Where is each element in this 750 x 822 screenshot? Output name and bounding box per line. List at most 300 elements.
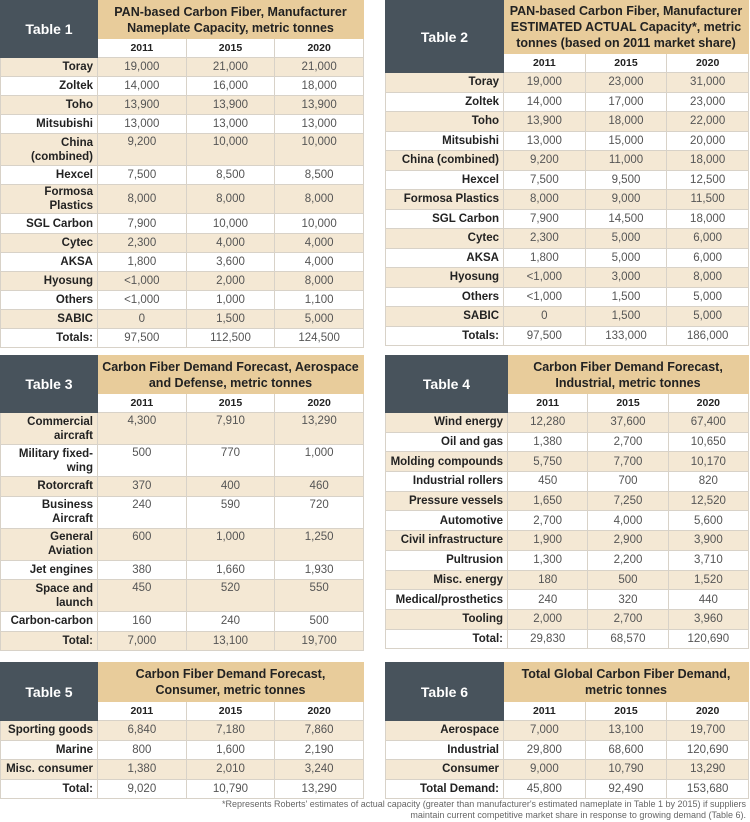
row-label: Misc. consumer (1, 760, 98, 780)
table-row (386, 92, 749, 112)
cell-value: 19,000 (98, 58, 187, 77)
cell-value: 133,000 (585, 326, 667, 346)
cell-value: 9,200 (98, 134, 187, 166)
row-label: Oil and gas (386, 432, 508, 452)
table-row (1, 166, 364, 185)
cell-value: 18,000 (275, 77, 364, 96)
cell-value: 1,800 (504, 248, 586, 268)
table-row (1, 560, 364, 580)
table-row (1, 58, 364, 77)
cell-value: 1,000 (186, 528, 275, 560)
cell-value: 112,500 (186, 329, 275, 348)
year-header: 2011 (504, 702, 586, 721)
cell-value: 3,960 (668, 609, 748, 629)
table-row (386, 590, 749, 610)
table-row (1, 612, 364, 632)
cell-value: 500 (98, 445, 187, 477)
cell-value: 10,000 (186, 134, 275, 166)
table-row (386, 432, 749, 452)
table-row (386, 452, 749, 472)
row-label: Automotive (386, 511, 508, 531)
row-label: Hyosung (1, 271, 98, 290)
table-row (386, 229, 749, 249)
cell-value: 0 (98, 309, 187, 328)
cell-value: 8,000 (275, 271, 364, 290)
cell-value: 23,000 (585, 73, 667, 93)
row-label: Aerospace (386, 721, 504, 741)
cell-value: 1,650 (508, 491, 588, 511)
year-header: 2011 (504, 54, 586, 73)
row-label: China (combined) (386, 151, 504, 171)
row-label: Toho (386, 112, 504, 132)
row-label: AKSA (386, 248, 504, 268)
cell-value: 19,700 (667, 721, 749, 741)
cell-value: 7,910 (186, 413, 275, 445)
table-title: Carbon Fiber Demand Forecast, Industrial, metric tonnes (508, 356, 749, 394)
table-row (386, 779, 749, 799)
cell-value: 3,240 (275, 760, 364, 780)
row-label: SABIC (1, 309, 98, 328)
cell-value: 3,710 (668, 550, 748, 570)
cell-value: 12,500 (667, 170, 749, 190)
cell-value: 14,500 (585, 209, 667, 229)
cell-value: 3,000 (585, 268, 667, 288)
cell-value: 8,500 (186, 166, 275, 185)
year-header: 2015 (588, 394, 668, 413)
cell-value: 2,000 (508, 609, 588, 629)
cell-value: 8,000 (275, 185, 364, 214)
cell-value: 13,100 (585, 721, 667, 741)
table-row (386, 531, 749, 551)
cell-value: 12,280 (508, 413, 588, 433)
cell-value: 18,000 (667, 209, 749, 229)
table-6 (385, 662, 749, 799)
cell-value: 7,180 (186, 721, 275, 741)
cell-value: 9,020 (98, 779, 187, 799)
table-row (1, 477, 364, 497)
row-label: Zoltek (386, 92, 504, 112)
year-header: 2020 (275, 394, 364, 413)
table-row (1, 96, 364, 115)
cell-value: 7,900 (98, 214, 187, 233)
row-label: Pultrusion (386, 550, 508, 570)
table-title: PAN-based Carbon Fiber, Manufacturer Nameplate Capacity, metric tonnes (98, 1, 364, 39)
row-label: SABIC (386, 307, 504, 327)
cell-value: 2,700 (508, 511, 588, 531)
table-row (386, 629, 749, 649)
cell-value: 9,500 (585, 170, 667, 190)
cell-value: <1,000 (504, 287, 586, 307)
table-3 (0, 355, 364, 651)
cell-value: 5,750 (508, 452, 588, 472)
cell-value: 13,000 (275, 115, 364, 134)
cell-value: 7,900 (504, 209, 586, 229)
cell-value: 7,250 (588, 491, 668, 511)
cell-value: 1,380 (98, 760, 187, 780)
table-row (1, 185, 364, 214)
table-row (386, 151, 749, 171)
table-row (386, 268, 749, 288)
row-label: Sporting goods (1, 721, 98, 741)
row-label: Zoltek (1, 77, 98, 96)
cell-value: 7,000 (98, 631, 187, 651)
row-label: General Aviation (1, 528, 98, 560)
row-label: Formosa Plastics (1, 185, 98, 214)
table-title: PAN-based Carbon Fiber, Manufacturer ESTIMATED ACTUAL Capacity*, metric tonnes (based on 2011 market share) (504, 1, 749, 54)
table-label: Table 1 (1, 1, 98, 58)
row-label: Space and launch (1, 580, 98, 612)
table-label: Table 2 (386, 1, 504, 73)
cell-value: 6,000 (667, 248, 749, 268)
cell-value: 10,000 (275, 134, 364, 166)
year-header: 2015 (186, 394, 275, 413)
cell-value: 240 (508, 590, 588, 610)
row-label: Hyosung (386, 268, 504, 288)
row-label: Hexcel (386, 170, 504, 190)
cell-value: 1,500 (585, 307, 667, 327)
row-label: Pressure vessels (386, 491, 508, 511)
cell-value: 1,380 (508, 432, 588, 452)
table-label: Table 6 (386, 663, 504, 721)
cell-value: 3,600 (186, 252, 275, 271)
cell-value: 2,010 (186, 760, 275, 780)
cell-value: 720 (275, 496, 364, 528)
row-label: Total: (386, 629, 508, 649)
row-label: Business Aircraft (1, 496, 98, 528)
cell-value: 450 (98, 580, 187, 612)
cell-value: <1,000 (98, 271, 187, 290)
year-header: 2015 (186, 702, 275, 721)
cell-value: 4,300 (98, 413, 187, 445)
row-label: Others (386, 287, 504, 307)
cell-value: 14,000 (98, 77, 187, 96)
row-label: Total Demand: (386, 779, 504, 799)
row-label: AKSA (1, 252, 98, 271)
cell-value: 7,500 (98, 166, 187, 185)
table-1 (0, 0, 364, 348)
cell-value: 13,100 (186, 631, 275, 651)
table-row (386, 248, 749, 268)
row-label: Marine (1, 740, 98, 760)
cell-value: 8,000 (667, 268, 749, 288)
row-label: Total: (1, 779, 98, 799)
year-header: 2011 (98, 702, 187, 721)
cell-value: 5,000 (585, 248, 667, 268)
table-label: Table 5 (1, 663, 98, 721)
cell-value: 13,900 (186, 96, 275, 115)
year-header: 2020 (667, 702, 749, 721)
table-label: Table 3 (1, 356, 98, 413)
cell-value: 37,600 (588, 413, 668, 433)
cell-value: 3,900 (668, 531, 748, 551)
cell-value: 440 (668, 590, 748, 610)
cell-value: 10,000 (275, 214, 364, 233)
row-label: Totals: (1, 329, 98, 348)
cell-value: 124,500 (275, 329, 364, 348)
cell-value: 18,000 (585, 112, 667, 132)
cell-value: 380 (98, 560, 187, 580)
cell-value: 7,700 (588, 452, 668, 472)
cell-value: 1,000 (275, 445, 364, 477)
cell-value: 1,520 (668, 570, 748, 590)
cell-value: 7,000 (504, 721, 586, 741)
table-row (386, 287, 749, 307)
table-row (386, 550, 749, 570)
cell-value: 820 (668, 472, 748, 492)
table-row (1, 496, 364, 528)
year-header: 2015 (186, 39, 275, 58)
cell-value: 5,000 (275, 309, 364, 328)
cell-value: 9,200 (504, 151, 586, 171)
cell-value: 6,840 (98, 721, 187, 741)
row-label: SGL Carbon (386, 209, 504, 229)
row-label: China (combined) (1, 134, 98, 166)
cell-value: 520 (186, 580, 275, 612)
year-header: 2020 (275, 702, 364, 721)
cell-value: 1,660 (186, 560, 275, 580)
cell-value: 13,000 (504, 131, 586, 151)
cell-value: 11,500 (667, 190, 749, 210)
cell-value: 240 (186, 612, 275, 632)
year-header: 2020 (668, 394, 748, 413)
table-row (1, 115, 364, 134)
cell-value: 4,000 (588, 511, 668, 531)
cell-value: 19,000 (504, 73, 586, 93)
cell-value: 9,000 (504, 760, 586, 780)
cell-value: 5,600 (668, 511, 748, 531)
cell-value: 1,000 (186, 290, 275, 309)
row-label: SGL Carbon (1, 214, 98, 233)
table-row (386, 721, 749, 741)
cell-value: 1,930 (275, 560, 364, 580)
cell-value: 8,000 (504, 190, 586, 210)
table-row (386, 73, 749, 93)
cell-value: 97,500 (98, 329, 187, 348)
cell-value: 97,500 (504, 326, 586, 346)
row-label: Rotorcraft (1, 477, 98, 497)
cell-value: 9,000 (585, 190, 667, 210)
cell-value: 450 (508, 472, 588, 492)
table-row (1, 779, 364, 799)
cell-value: 4,000 (186, 233, 275, 252)
row-label: Civil infrastructure (386, 531, 508, 551)
cell-value: 120,690 (668, 629, 748, 649)
table-row (1, 445, 364, 477)
cell-value: 10,000 (186, 214, 275, 233)
table-row (1, 290, 364, 309)
cell-value: 500 (275, 612, 364, 632)
cell-value: 15,000 (585, 131, 667, 151)
cell-value: 23,000 (667, 92, 749, 112)
cell-value: 2,900 (588, 531, 668, 551)
cell-value: 8,000 (98, 185, 187, 214)
row-label: Medical/prosthetics (386, 590, 508, 610)
cell-value: 4,000 (275, 233, 364, 252)
table-row (386, 131, 749, 151)
cell-value: <1,000 (98, 290, 187, 309)
cell-value: <1,000 (504, 268, 586, 288)
cell-value: 13,290 (275, 413, 364, 445)
table-row (386, 190, 749, 210)
table-row (386, 112, 749, 132)
cell-value: 68,600 (585, 740, 667, 760)
cell-value: 550 (275, 580, 364, 612)
table-row (386, 570, 749, 590)
table-row (386, 209, 749, 229)
table-row (1, 760, 364, 780)
cell-value: 1,800 (98, 252, 187, 271)
table-row (386, 307, 749, 327)
row-label: Cytec (386, 229, 504, 249)
table-row (1, 528, 364, 560)
cell-value: 18,000 (667, 151, 749, 171)
table-row (386, 740, 749, 760)
row-label: Formosa Plastics (386, 190, 504, 210)
table-5 (0, 662, 364, 799)
row-label: Toho (1, 96, 98, 115)
cell-value: 45,800 (504, 779, 586, 799)
table-row (1, 309, 364, 328)
cell-value: 6,000 (667, 229, 749, 249)
cell-value: 4,000 (275, 252, 364, 271)
cell-value: 460 (275, 477, 364, 497)
table-row (386, 491, 749, 511)
table-row (386, 511, 749, 531)
cell-value: 13,000 (186, 115, 275, 134)
row-label: Jet engines (1, 560, 98, 580)
cell-value: 21,000 (275, 58, 364, 77)
table-2 (385, 0, 749, 346)
row-label: Molding compounds (386, 452, 508, 472)
cell-value: 13,000 (98, 115, 187, 134)
table-title: Carbon Fiber Demand Forecast, Consumer, metric tonnes (98, 663, 364, 702)
cell-value: 17,000 (585, 92, 667, 112)
cell-value: 1,600 (186, 740, 275, 760)
table-title: Total Global Carbon Fiber Demand, metric tonnes (504, 663, 749, 702)
table-label: Table 4 (386, 356, 508, 413)
table-row (386, 760, 749, 780)
table-row (1, 77, 364, 96)
cell-value: 13,900 (504, 112, 586, 132)
cell-value: 8,000 (186, 185, 275, 214)
row-label: Industrial (386, 740, 504, 760)
cell-value: 2,300 (98, 233, 187, 252)
row-label: Cytec (1, 233, 98, 252)
row-label: Industrial rollers (386, 472, 508, 492)
row-label: Totals: (386, 326, 504, 346)
cell-value: 16,000 (186, 77, 275, 96)
row-label: Total: (1, 631, 98, 651)
row-label: Misc. energy (386, 570, 508, 590)
table-row (386, 472, 749, 492)
cell-value: 7,860 (275, 721, 364, 741)
cell-value: 1,300 (508, 550, 588, 570)
table-row (1, 740, 364, 760)
cell-value: 20,000 (667, 131, 749, 151)
year-header: 2015 (585, 54, 667, 73)
cell-value: 2,000 (186, 271, 275, 290)
row-label: Consumer (386, 760, 504, 780)
cell-value: 7,500 (504, 170, 586, 190)
cell-value: 0 (504, 307, 586, 327)
cell-value: 1,100 (275, 290, 364, 309)
cell-value: 2,300 (504, 229, 586, 249)
cell-value: 700 (588, 472, 668, 492)
table-row (1, 631, 364, 651)
cell-value: 153,680 (667, 779, 749, 799)
table-row (1, 134, 364, 166)
cell-value: 370 (98, 477, 187, 497)
cell-value: 1,500 (585, 287, 667, 307)
year-header: 2011 (508, 394, 588, 413)
row-label: Toray (1, 58, 98, 77)
row-label: Wind energy (386, 413, 508, 433)
table-title: Carbon Fiber Demand Forecast, Aerospace and Defense, metric tonnes (98, 356, 364, 394)
year-header: 2020 (667, 54, 749, 73)
table-row (1, 721, 364, 741)
cell-value: 320 (588, 590, 668, 610)
cell-value: 500 (588, 570, 668, 590)
cell-value: 240 (98, 496, 187, 528)
footnote: *Represents Roberts' estimates of actual capacity (greater than manufacturer's estimated nameplate in Table 1 by 2015) if suppliers maintain current competitive market share in response to growing demand (Table 6). (221, 799, 746, 820)
row-label: Mitsubishi (1, 115, 98, 134)
cell-value: 1,900 (508, 531, 588, 551)
cell-value: 2,200 (588, 550, 668, 570)
cell-value: 800 (98, 740, 187, 760)
cell-value: 2,700 (588, 432, 668, 452)
cell-value: 400 (186, 477, 275, 497)
row-label: Tooling (386, 609, 508, 629)
cell-value: 120,690 (667, 740, 749, 760)
cell-value: 1,250 (275, 528, 364, 560)
table-row (386, 609, 749, 629)
cell-value: 21,000 (186, 58, 275, 77)
cell-value: 160 (98, 612, 187, 632)
cell-value: 10,170 (668, 452, 748, 472)
row-label: Military fixed-wing (1, 445, 98, 477)
cell-value: 2,700 (588, 609, 668, 629)
cell-value: 29,800 (504, 740, 586, 760)
cell-value: 5,000 (585, 229, 667, 249)
cell-value: 13,290 (275, 779, 364, 799)
row-label: Commercial aircraft (1, 413, 98, 445)
cell-value: 8,500 (275, 166, 364, 185)
cell-value: 10,790 (585, 760, 667, 780)
cell-value: 180 (508, 570, 588, 590)
row-label: Others (1, 290, 98, 309)
row-label: Carbon-carbon (1, 612, 98, 632)
cell-value: 186,000 (667, 326, 749, 346)
table-row (1, 413, 364, 445)
cell-value: 11,000 (585, 151, 667, 171)
cell-value: 92,490 (585, 779, 667, 799)
year-header: 2011 (98, 39, 187, 58)
cell-value: 5,000 (667, 287, 749, 307)
row-label: Hexcel (1, 166, 98, 185)
cell-value: 770 (186, 445, 275, 477)
cell-value: 600 (98, 528, 187, 560)
row-label: Toray (386, 73, 504, 93)
table-row (1, 580, 364, 612)
cell-value: 10,650 (668, 432, 748, 452)
table-row (1, 329, 364, 348)
cell-value: 68,570 (588, 629, 668, 649)
table-row (386, 326, 749, 346)
cell-value: 67,400 (668, 413, 748, 433)
year-header: 2015 (585, 702, 667, 721)
cell-value: 10,790 (186, 779, 275, 799)
cell-value: 5,000 (667, 307, 749, 327)
